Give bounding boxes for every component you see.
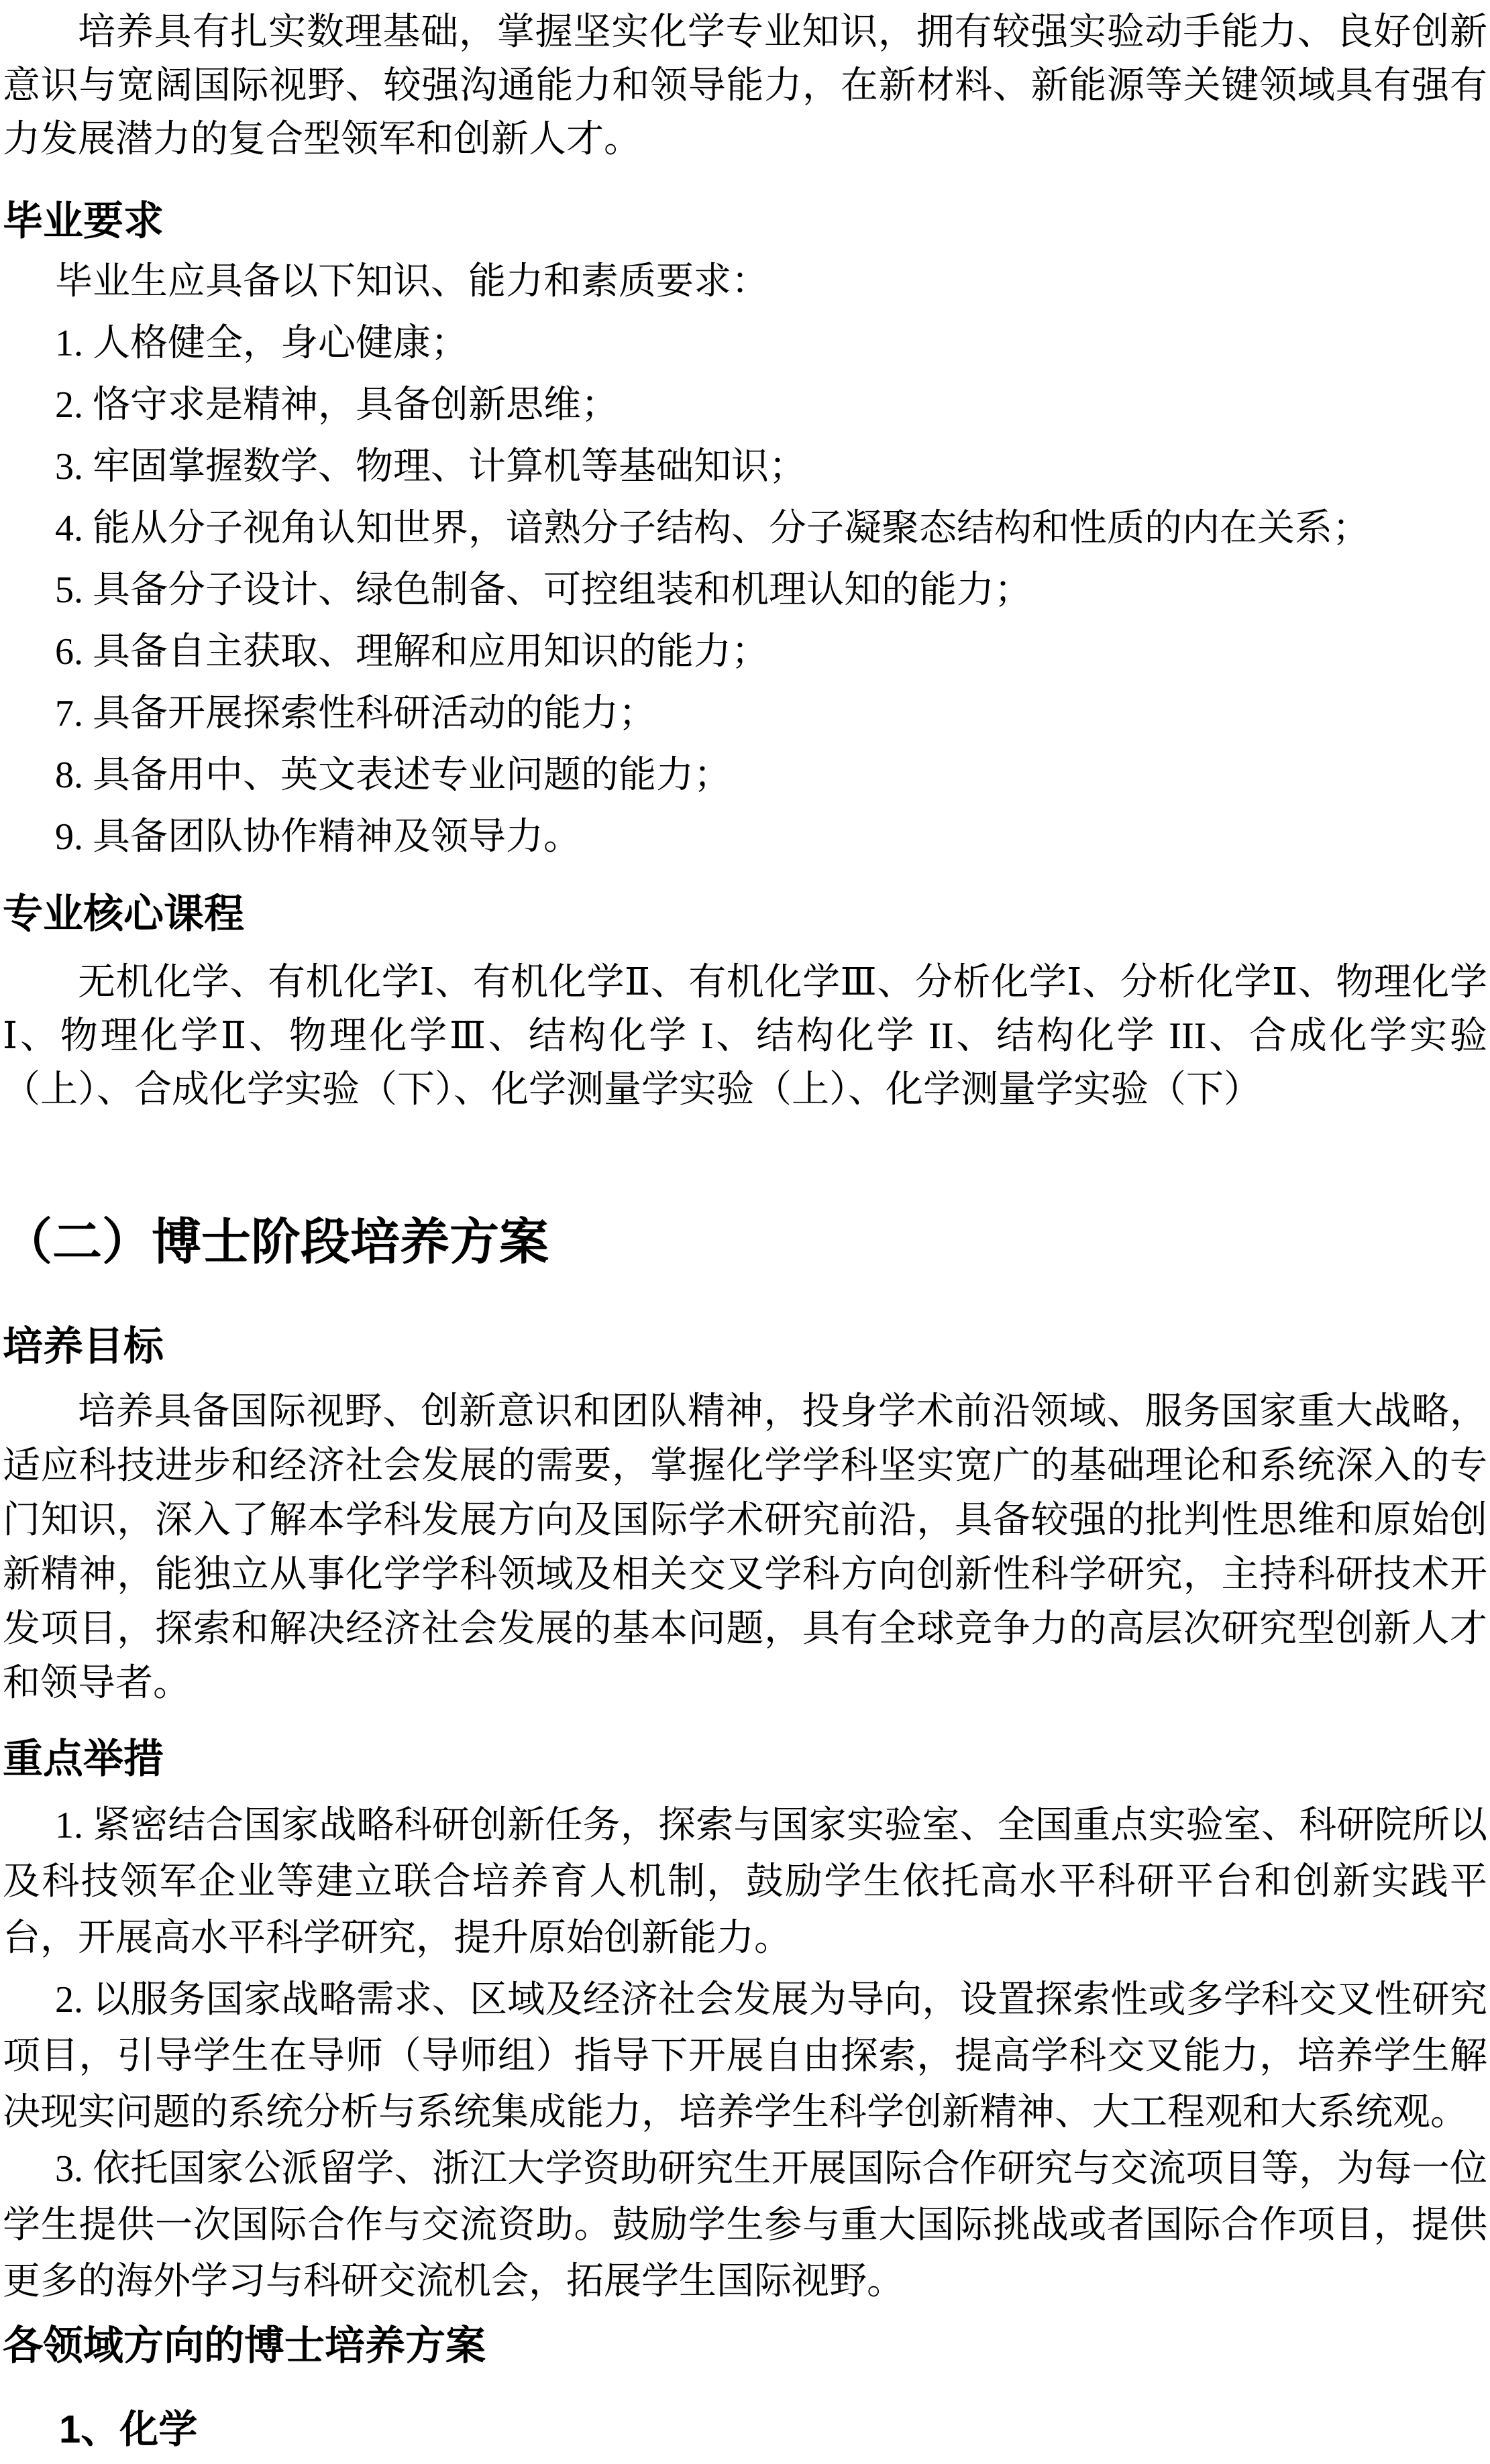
training-goal-heading: 培养目标 xyxy=(3,1324,164,1369)
key-measures-heading: 重点举措 xyxy=(3,1736,164,1781)
graduation-item: 9. 具备团队协作精神及领导力。 xyxy=(55,816,581,858)
chemistry-subheading: 1、化学 xyxy=(59,2408,198,2451)
graduation-item: 2. 恪守求是精神，具备创新思维； xyxy=(55,384,619,426)
phd-plan-heading: （二）博士阶段培养方案 xyxy=(3,1214,549,1270)
key-measure-item: 3. 依托国家公派留学、浙江大学资助研究生开展国际合作研究与交流项目等，为每一位学生提供一次国际合作与交流资助。鼓励学生参与重大国际挑战或者国际合作项目，提供更多的海外学习与科研交流机会，拓展学生国际视野。 xyxy=(3,2148,1487,2302)
core-courses-paragraph: 无机化学、有机化学Ⅰ、有机化学Ⅱ、有机化学Ⅲ、分析化学Ⅰ、分析化学Ⅱ、物理化学Ⅰ、物理化学Ⅱ、物理化学Ⅲ、结构化学 I、结构化学 II、结构化学 III、合成化学实验（上）、合成化学实验（下）、化学测量学实验（上）、化学测量学实验（下） xyxy=(3,962,1487,1111)
graduation-item: 8. 具备用中、英文表述专业问题的能力； xyxy=(55,754,731,796)
training-goal-paragraph: 培养具备国际视野、创新意识和团队精神，投身学术前沿领域、服务国家重大战略，适应科技进步和经济社会发展的需要，掌握化学学科坚实宽广的基础理论和系统深入的专门知识，深入了解本学科发展方向及国际学术研究前沿，具备较强的批判性思维和原始创新精神，能独立从事化学学科领域及相关交叉学科方向创新性科学研究，主持科研技术开发项目，探索和解决经济社会发展的基本问题，具有全球竞争力的高层次研究型创新人才和领导者。 xyxy=(3,1391,1487,1704)
core-courses-heading: 专业核心课程 xyxy=(3,891,244,936)
key-measure-item: 1. 紧密结合国家战略科研创新任务，探索与国家实验室、全国重点实验室、科研院所以及科技领军企业等建立联合培养育人机制，鼓励学生依托高水平科研平台和创新实践平台，开展高水平科学研究，提升原始创新能力。 xyxy=(3,1805,1487,1959)
key-measure-item: 2. 以服务国家战略需求、区域及经济社会发展为导向，设置探索性或多学科交叉性研究项目，引导学生在导师（导师组）指导下开展自由探索，提高学科交叉能力，培养学生解决现实问题的系统分析与系统集成能力，培养学生科学创新精神、大工程观和大系统观。 xyxy=(3,1979,1487,2133)
graduation-item: 7. 具备开展探索性科研活动的能力； xyxy=(55,693,656,734)
graduation-lead: 毕业生应具备以下知识、能力和素质要求： xyxy=(55,261,769,302)
fields-plan-heading: 各领域方向的博士培养方案 xyxy=(3,2323,486,2368)
graduation-item: 1. 人格健全，身心健康； xyxy=(55,323,468,364)
graduation-item: 3. 牢固掌握数学、物理、计算机等基础知识； xyxy=(55,446,806,488)
graduation-requirements-heading: 毕业要求 xyxy=(3,199,164,243)
graduation-item: 6. 具备自主获取、理解和应用知识的能力； xyxy=(55,631,769,673)
graduation-item: 4. 能从分子视角认知世界，谙熟分子结构、分子凝聚态结构和性质的内在关系； xyxy=(55,508,1370,549)
graduation-item: 5. 具备分子设计、绿色制备、可控组装和机理认知的能力； xyxy=(55,569,1032,611)
intro-paragraph: 培养具有扎实数理基础，掌握坚实化学专业知识，拥有较强实验动手能力、良好创新意识与宽阔国际视野、较强沟通能力和领导能力，在新材料、新能源等关键领域具有强有力发展潜力的复合型领军和创新人才。 xyxy=(3,11,1487,160)
